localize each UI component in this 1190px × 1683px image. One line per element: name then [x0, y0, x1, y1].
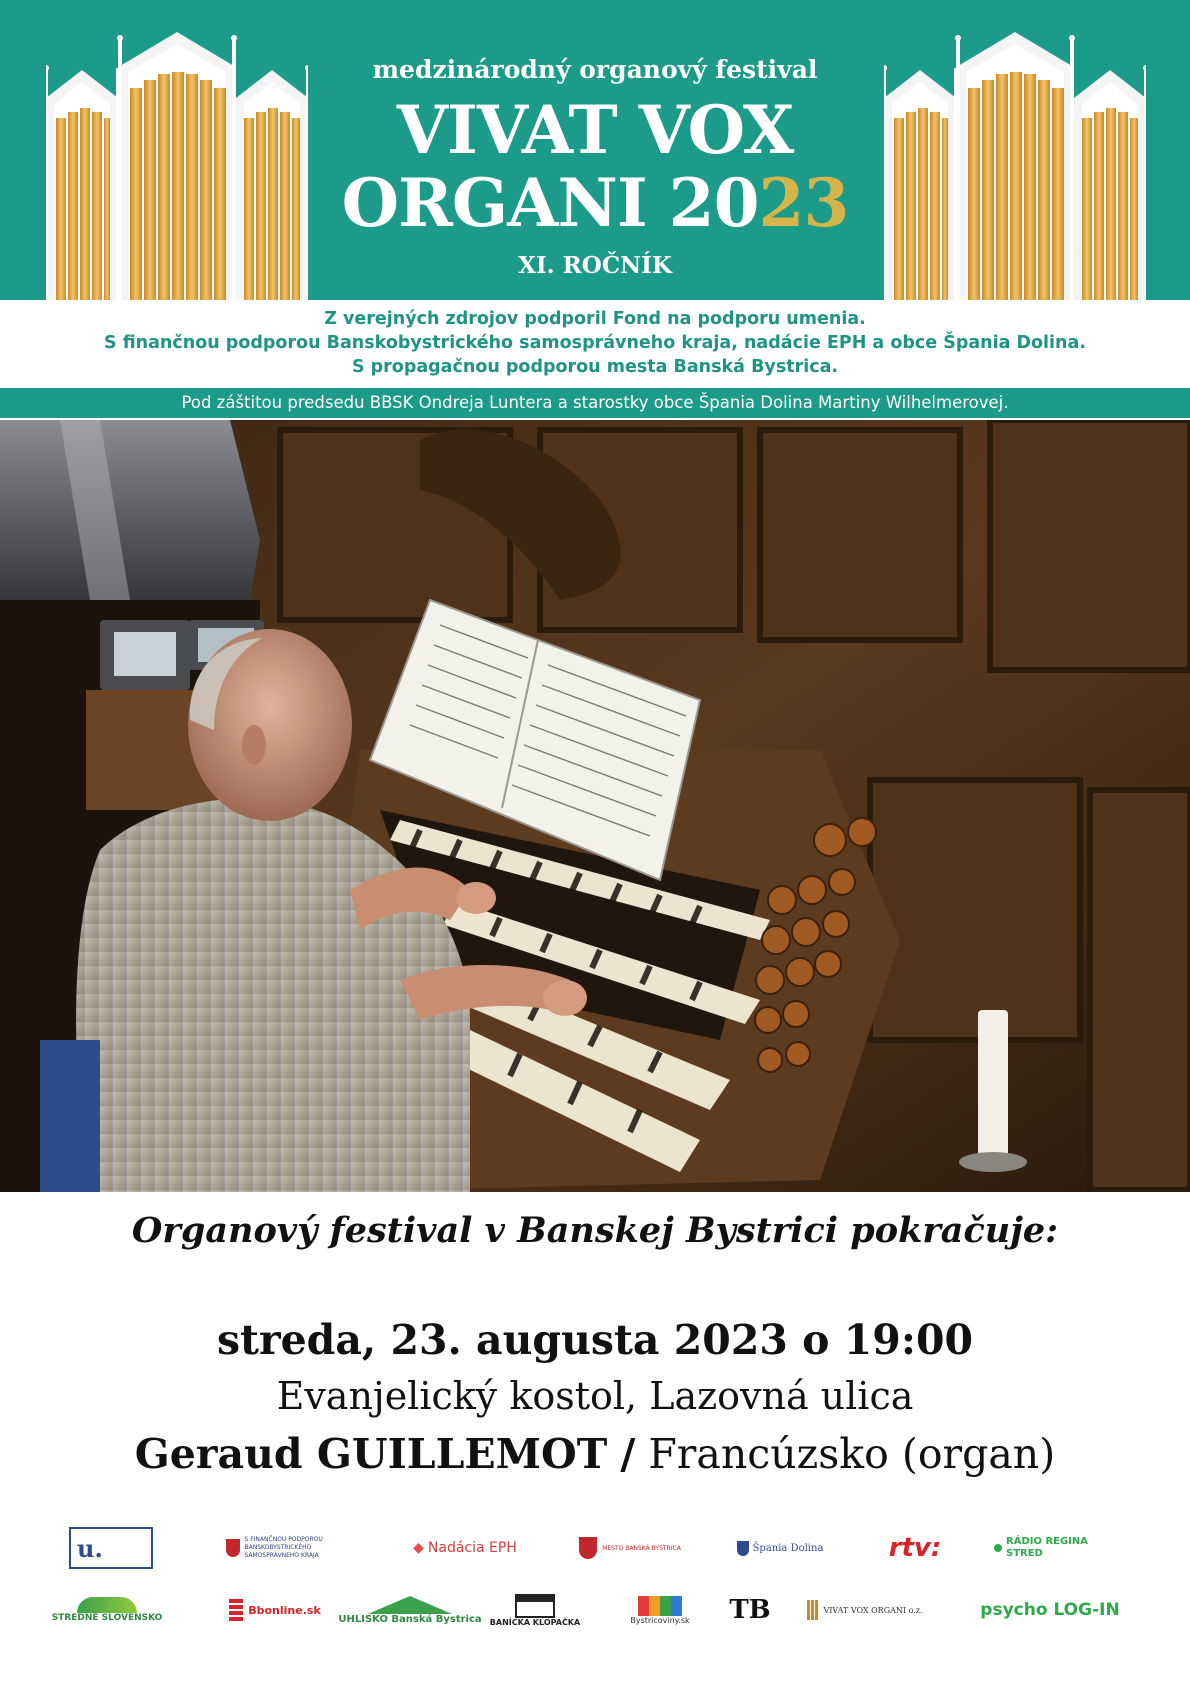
logo-tb-text: TB	[729, 1595, 771, 1625]
logo-eph	[400, 1520, 530, 1576]
title-year-prefix: ORGANI 20	[341, 164, 759, 242]
radio-dot-icon	[994, 1544, 1002, 1552]
festival-header	[0, 0, 1190, 300]
event-date: streda, 23. augusta 2023 o 19:00	[216, 1316, 974, 1364]
roof-icon	[368, 1596, 452, 1614]
title-year-accent: 23	[758, 164, 849, 242]
performer-separator: /	[620, 1430, 636, 1478]
logo-bbonline-text: Bbonline.sk	[248, 1603, 321, 1617]
logo-bystricoviny-text: Bystricoviny.sk	[630, 1615, 690, 1625]
logo-bbsk-text: S FINANČNOU PODPOROU BANSKOBYSTRICKÉHO SAMOSPRÁVNEHO KRAJA	[244, 1536, 323, 1559]
logo-eph-text: Nadácia EPH	[427, 1540, 517, 1556]
logo-spania-dolina-text: Špania Dolina	[752, 1542, 824, 1554]
logo-tb	[720, 1582, 780, 1638]
support-line-2: S finančnou podporou Banskobystrického samosprávneho kraja, nadácie EPH a obce Špania Dolina.	[104, 333, 1086, 353]
festival-title-line1: VIVAT VOX	[396, 91, 794, 169]
logo-vivat-vox-oz	[800, 1582, 930, 1638]
sponsor-logos-row-2	[50, 1582, 1140, 1642]
hills-icon	[77, 1597, 137, 1613]
support-line-1: Z verejných zdrojov podporil Fond na podporu umenia.	[324, 309, 866, 329]
shield-icon	[226, 1539, 240, 1557]
patronage-bar: Pod záštitou predsedu BBSK Ondreja Luntera a starostky obce Špania Dolina Martiny Wilhelmerovej.	[0, 388, 1190, 418]
bars-icon	[229, 1599, 243, 1621]
organ-pipes-icon	[807, 1600, 819, 1620]
festival-edition: XI. ROČNÍK	[518, 252, 672, 279]
logo-vivat-vox-oz-text: VIVAT VOX ORGANI o.z.	[823, 1605, 923, 1615]
logo-spania-dolina	[730, 1520, 830, 1576]
event-lead: Organový festival v Banskej Bystrici pokračuje:	[131, 1210, 1059, 1251]
performer-detail: Francúzsko (organ)	[648, 1430, 1056, 1478]
logo-banicka-klopacka	[485, 1582, 585, 1638]
logo-stredne-slovensko	[52, 1582, 162, 1638]
shield-icon	[737, 1541, 749, 1556]
logo-psycho-login-text: psycho LOG-IN	[980, 1600, 1120, 1620]
organist-photo	[0, 420, 1190, 1192]
sponsor-logos-row-1	[50, 1520, 1140, 1580]
diamond-icon: ◆	[413, 1540, 424, 1556]
tiles-icon	[638, 1596, 682, 1616]
event-venue: Evanjelický kostol, Lazovná ulica	[276, 1374, 914, 1418]
logo-uhlisko	[338, 1582, 482, 1638]
festival-subtitle: medzinárodný organový festival	[372, 55, 818, 84]
logo-bbonline	[220, 1582, 330, 1638]
festival-title-line2	[0, 164, 1190, 242]
logo-mesto-bb	[575, 1520, 685, 1576]
logo-rtv	[870, 1520, 960, 1576]
logo-banicka-klopacka-text: BANÍCKA KLOPAČKA	[489, 1617, 581, 1627]
logo-stredne-slovensko-text: STREDNÉ SLOVENSKO	[51, 1613, 163, 1623]
logo-bbsk	[220, 1520, 350, 1576]
shield-icon	[579, 1537, 597, 1559]
support-line-3: S propagačnou podporou mesta Banská Bystrica.	[351, 357, 839, 377]
logo-radio-regina-text: RÁDIO REGINA STRED	[1006, 1536, 1089, 1559]
support-statement	[0, 307, 1190, 379]
logo-uhlisko-text: UHLISKO Banská Bystrica	[338, 1613, 482, 1625]
logo-fpu	[68, 1520, 154, 1576]
building-icon	[515, 1594, 555, 1618]
logo-mesto-bb-text: MESTO BANSKÁ BYSTRICA	[602, 1544, 681, 1552]
logo-psycho-login	[980, 1582, 1120, 1638]
event-performer	[0, 1430, 1190, 1478]
performer-name: Geraud GUILLEMOT	[134, 1430, 608, 1478]
logo-radio-regina	[990, 1520, 1100, 1576]
logo-fpu-mark: u.	[77, 1533, 103, 1563]
logo-bystricoviny	[610, 1582, 710, 1638]
logo-rtv-text: rtv:	[888, 1533, 942, 1563]
